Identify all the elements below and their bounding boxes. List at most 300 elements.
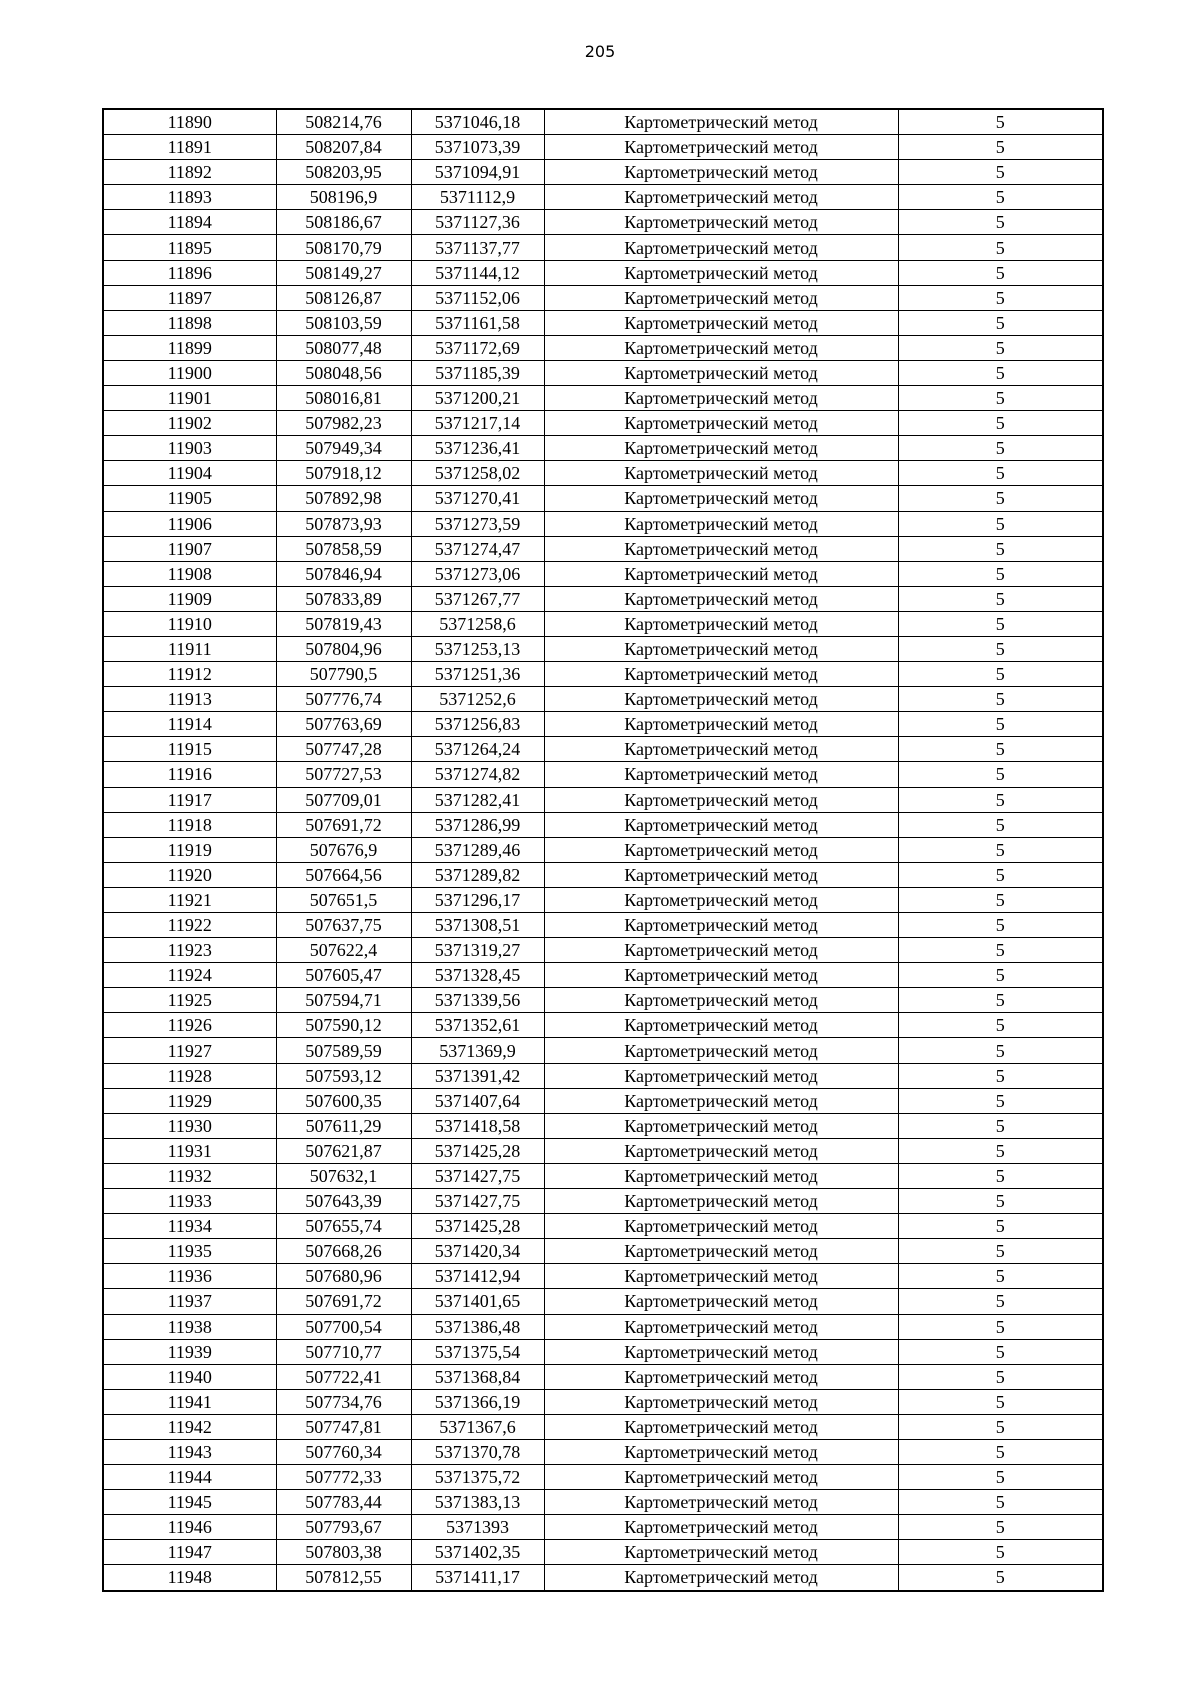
x-coordinate-cell: 507858,59 bbox=[276, 536, 411, 561]
y-coordinate-cell: 5371370,78 bbox=[411, 1439, 544, 1464]
x-coordinate-cell: 507593,12 bbox=[276, 1063, 411, 1088]
point-number-cell: 11908 bbox=[103, 561, 276, 586]
method-cell: Картометрический метод bbox=[544, 1214, 898, 1239]
accuracy-cell: 5 bbox=[898, 812, 1103, 837]
method-cell: Картометрический метод bbox=[544, 712, 898, 737]
table-row bbox=[103, 1314, 1103, 1339]
y-coordinate-cell: 5371328,45 bbox=[411, 963, 544, 988]
accuracy-cell: 5 bbox=[898, 1013, 1103, 1038]
y-coordinate-cell: 5371185,39 bbox=[411, 360, 544, 385]
table-row bbox=[103, 235, 1103, 260]
x-coordinate-cell: 507819,43 bbox=[276, 611, 411, 636]
y-coordinate-cell: 5371264,24 bbox=[411, 737, 544, 762]
y-coordinate-cell: 5371252,6 bbox=[411, 687, 544, 712]
y-coordinate-cell: 5371308,51 bbox=[411, 913, 544, 938]
table-row bbox=[103, 310, 1103, 335]
point-number-cell: 11922 bbox=[103, 913, 276, 938]
y-coordinate-cell: 5371368,84 bbox=[411, 1364, 544, 1389]
method-cell: Картометрический метод bbox=[544, 1339, 898, 1364]
accuracy-cell: 5 bbox=[898, 160, 1103, 185]
method-cell: Картометрический метод bbox=[544, 360, 898, 385]
point-number-cell: 11935 bbox=[103, 1239, 276, 1264]
table-row bbox=[103, 963, 1103, 988]
x-coordinate-cell: 507812,55 bbox=[276, 1565, 411, 1591]
accuracy-cell: 5 bbox=[898, 862, 1103, 887]
y-coordinate-cell: 5371094,91 bbox=[411, 160, 544, 185]
x-coordinate-cell: 508016,81 bbox=[276, 386, 411, 411]
table-row bbox=[103, 285, 1103, 310]
table-row bbox=[103, 1439, 1103, 1464]
y-coordinate-cell: 5371289,82 bbox=[411, 862, 544, 887]
table-row bbox=[103, 436, 1103, 461]
method-cell: Картометрический метод bbox=[544, 1490, 898, 1515]
y-coordinate-cell: 5371418,58 bbox=[411, 1113, 544, 1138]
table-row bbox=[103, 687, 1103, 712]
point-number-cell: 11895 bbox=[103, 235, 276, 260]
point-number-cell: 11909 bbox=[103, 586, 276, 611]
method-cell: Картометрический метод bbox=[544, 1088, 898, 1113]
x-coordinate-cell: 508186,67 bbox=[276, 210, 411, 235]
x-coordinate-cell: 507676,9 bbox=[276, 837, 411, 862]
point-number-cell: 11907 bbox=[103, 536, 276, 561]
accuracy-cell: 5 bbox=[898, 1063, 1103, 1088]
accuracy-cell: 5 bbox=[898, 1439, 1103, 1464]
method-cell: Картометрический метод bbox=[544, 486, 898, 511]
method-cell: Картометрический метод bbox=[544, 1063, 898, 1088]
x-coordinate-cell: 507833,89 bbox=[276, 586, 411, 611]
table-row bbox=[103, 1364, 1103, 1389]
method-cell: Картометрический метод bbox=[544, 235, 898, 260]
x-coordinate-cell: 507747,81 bbox=[276, 1414, 411, 1439]
method-cell: Картометрический метод bbox=[544, 1364, 898, 1389]
accuracy-cell: 5 bbox=[898, 687, 1103, 712]
x-coordinate-cell: 507691,72 bbox=[276, 1289, 411, 1314]
method-cell: Картометрический метод bbox=[544, 1264, 898, 1289]
point-number-cell: 11912 bbox=[103, 662, 276, 687]
method-cell: Картометрический метод bbox=[544, 1565, 898, 1591]
point-number-cell: 11902 bbox=[103, 411, 276, 436]
y-coordinate-cell: 5371286,99 bbox=[411, 812, 544, 837]
accuracy-cell: 5 bbox=[898, 988, 1103, 1013]
y-coordinate-cell: 5371282,41 bbox=[411, 787, 544, 812]
x-coordinate-cell: 508196,9 bbox=[276, 185, 411, 210]
point-number-cell: 11937 bbox=[103, 1289, 276, 1314]
method-cell: Картометрический метод bbox=[544, 662, 898, 687]
y-coordinate-cell: 5371412,94 bbox=[411, 1264, 544, 1289]
point-number-cell: 11936 bbox=[103, 1264, 276, 1289]
method-cell: Картометрический метод bbox=[544, 837, 898, 862]
x-coordinate-cell: 507710,77 bbox=[276, 1339, 411, 1364]
method-cell: Картометрический метод bbox=[544, 963, 898, 988]
point-number-cell: 11943 bbox=[103, 1439, 276, 1464]
accuracy-cell: 5 bbox=[898, 762, 1103, 787]
accuracy-cell: 5 bbox=[898, 1414, 1103, 1439]
accuracy-cell: 5 bbox=[898, 837, 1103, 862]
point-number-cell: 11941 bbox=[103, 1389, 276, 1414]
point-number-cell: 11946 bbox=[103, 1515, 276, 1540]
point-number-cell: 11938 bbox=[103, 1314, 276, 1339]
y-coordinate-cell: 5371319,27 bbox=[411, 938, 544, 963]
table-row bbox=[103, 1465, 1103, 1490]
table-row bbox=[103, 109, 1103, 135]
method-cell: Картометрический метод bbox=[544, 260, 898, 285]
method-cell: Картометрический метод bbox=[544, 1414, 898, 1439]
x-coordinate-cell: 507727,53 bbox=[276, 762, 411, 787]
y-coordinate-cell: 5371427,75 bbox=[411, 1163, 544, 1188]
table-row bbox=[103, 1264, 1103, 1289]
method-cell: Картометрический метод bbox=[544, 1515, 898, 1540]
method-cell: Картометрический метод bbox=[544, 887, 898, 912]
x-coordinate-cell: 507611,29 bbox=[276, 1113, 411, 1138]
accuracy-cell: 5 bbox=[898, 1540, 1103, 1565]
point-number-cell: 11910 bbox=[103, 611, 276, 636]
point-number-cell: 11923 bbox=[103, 938, 276, 963]
table-row bbox=[103, 812, 1103, 837]
method-cell: Картометрический метод bbox=[544, 1163, 898, 1188]
point-number-cell: 11929 bbox=[103, 1088, 276, 1113]
x-coordinate-cell: 507622,4 bbox=[276, 938, 411, 963]
table-row bbox=[103, 1013, 1103, 1038]
accuracy-cell: 5 bbox=[898, 235, 1103, 260]
point-number-cell: 11899 bbox=[103, 335, 276, 360]
method-cell: Картометрический метод bbox=[544, 285, 898, 310]
point-number-cell: 11920 bbox=[103, 862, 276, 887]
point-number-cell: 11931 bbox=[103, 1138, 276, 1163]
y-coordinate-cell: 5371258,6 bbox=[411, 611, 544, 636]
table-row bbox=[103, 662, 1103, 687]
point-number-cell: 11903 bbox=[103, 436, 276, 461]
point-number-cell: 11944 bbox=[103, 1465, 276, 1490]
accuracy-cell: 5 bbox=[898, 436, 1103, 461]
y-coordinate-cell: 5371339,56 bbox=[411, 988, 544, 1013]
table-row bbox=[103, 837, 1103, 862]
accuracy-cell: 5 bbox=[898, 561, 1103, 586]
point-number-cell: 11914 bbox=[103, 712, 276, 737]
accuracy-cell: 5 bbox=[898, 963, 1103, 988]
x-coordinate-cell: 507803,38 bbox=[276, 1540, 411, 1565]
method-cell: Картометрический метод bbox=[544, 1439, 898, 1464]
y-coordinate-cell: 5371253,13 bbox=[411, 636, 544, 661]
x-coordinate-cell: 508214,76 bbox=[276, 109, 411, 135]
y-coordinate-cell: 5371112,9 bbox=[411, 185, 544, 210]
accuracy-cell: 5 bbox=[898, 1490, 1103, 1515]
table-row bbox=[103, 335, 1103, 360]
accuracy-cell: 5 bbox=[898, 586, 1103, 611]
y-coordinate-cell: 5371274,47 bbox=[411, 536, 544, 561]
y-coordinate-cell: 5371407,64 bbox=[411, 1088, 544, 1113]
point-number-cell: 11892 bbox=[103, 160, 276, 185]
x-coordinate-cell: 507790,5 bbox=[276, 662, 411, 687]
point-number-cell: 11918 bbox=[103, 812, 276, 837]
x-coordinate-cell: 507783,44 bbox=[276, 1490, 411, 1515]
table-row bbox=[103, 1389, 1103, 1414]
accuracy-cell: 5 bbox=[898, 109, 1103, 135]
table-row bbox=[103, 1214, 1103, 1239]
x-coordinate-cell: 507892,98 bbox=[276, 486, 411, 511]
point-number-cell: 11948 bbox=[103, 1565, 276, 1591]
y-coordinate-cell: 5371393 bbox=[411, 1515, 544, 1540]
accuracy-cell: 5 bbox=[898, 737, 1103, 762]
method-cell: Картометрический метод bbox=[544, 1013, 898, 1038]
x-coordinate-cell: 507700,54 bbox=[276, 1314, 411, 1339]
point-number-cell: 11890 bbox=[103, 109, 276, 135]
method-cell: Картометрический метод bbox=[544, 436, 898, 461]
x-coordinate-cell: 507709,01 bbox=[276, 787, 411, 812]
coordinates-table-body bbox=[103, 109, 1103, 1591]
table-row bbox=[103, 360, 1103, 385]
y-coordinate-cell: 5371375,54 bbox=[411, 1339, 544, 1364]
point-number-cell: 11932 bbox=[103, 1163, 276, 1188]
method-cell: Картометрический метод bbox=[544, 812, 898, 837]
method-cell: Картометрический метод bbox=[544, 636, 898, 661]
method-cell: Картометрический метод bbox=[544, 561, 898, 586]
y-coordinate-cell: 5371383,13 bbox=[411, 1490, 544, 1515]
method-cell: Картометрический метод bbox=[544, 611, 898, 636]
point-number-cell: 11939 bbox=[103, 1339, 276, 1364]
y-coordinate-cell: 5371251,36 bbox=[411, 662, 544, 687]
table-row bbox=[103, 762, 1103, 787]
x-coordinate-cell: 508207,84 bbox=[276, 135, 411, 160]
point-number-cell: 11926 bbox=[103, 1013, 276, 1038]
point-number-cell: 11901 bbox=[103, 386, 276, 411]
x-coordinate-cell: 507668,26 bbox=[276, 1239, 411, 1264]
method-cell: Картометрический метод bbox=[544, 1289, 898, 1314]
table-row bbox=[103, 1565, 1103, 1591]
y-coordinate-cell: 5371137,77 bbox=[411, 235, 544, 260]
point-number-cell: 11896 bbox=[103, 260, 276, 285]
point-number-cell: 11915 bbox=[103, 737, 276, 762]
accuracy-cell: 5 bbox=[898, 1465, 1103, 1490]
table-row bbox=[103, 712, 1103, 737]
accuracy-cell: 5 bbox=[898, 335, 1103, 360]
table-row bbox=[103, 160, 1103, 185]
point-number-cell: 11900 bbox=[103, 360, 276, 385]
y-coordinate-cell: 5371296,17 bbox=[411, 887, 544, 912]
point-number-cell: 11921 bbox=[103, 887, 276, 912]
x-coordinate-cell: 507804,96 bbox=[276, 636, 411, 661]
y-coordinate-cell: 5371270,41 bbox=[411, 486, 544, 511]
accuracy-cell: 5 bbox=[898, 1515, 1103, 1540]
accuracy-cell: 5 bbox=[898, 1189, 1103, 1214]
point-number-cell: 11894 bbox=[103, 210, 276, 235]
x-coordinate-cell: 507680,96 bbox=[276, 1264, 411, 1289]
x-coordinate-cell: 507793,67 bbox=[276, 1515, 411, 1540]
method-cell: Картометрический метод bbox=[544, 160, 898, 185]
accuracy-cell: 5 bbox=[898, 913, 1103, 938]
accuracy-cell: 5 bbox=[898, 511, 1103, 536]
point-number-cell: 11891 bbox=[103, 135, 276, 160]
method-cell: Картометрический метод bbox=[544, 737, 898, 762]
y-coordinate-cell: 5371425,28 bbox=[411, 1214, 544, 1239]
table-row bbox=[103, 185, 1103, 210]
accuracy-cell: 5 bbox=[898, 1214, 1103, 1239]
table-row bbox=[103, 536, 1103, 561]
y-coordinate-cell: 5371289,46 bbox=[411, 837, 544, 862]
table-row bbox=[103, 1088, 1103, 1113]
y-coordinate-cell: 5371258,02 bbox=[411, 461, 544, 486]
y-coordinate-cell: 5371274,82 bbox=[411, 762, 544, 787]
accuracy-cell: 5 bbox=[898, 1314, 1103, 1339]
table-row bbox=[103, 787, 1103, 812]
method-cell: Картометрический метод bbox=[544, 386, 898, 411]
page-number: 205 bbox=[584, 42, 616, 61]
method-cell: Картометрический метод bbox=[544, 586, 898, 611]
point-number-cell: 11947 bbox=[103, 1540, 276, 1565]
x-coordinate-cell: 507846,94 bbox=[276, 561, 411, 586]
method-cell: Картометрический метод bbox=[544, 687, 898, 712]
method-cell: Картометрический метод bbox=[544, 210, 898, 235]
x-coordinate-cell: 507632,1 bbox=[276, 1163, 411, 1188]
y-coordinate-cell: 5371375,72 bbox=[411, 1465, 544, 1490]
point-number-cell: 11906 bbox=[103, 511, 276, 536]
table-row bbox=[103, 511, 1103, 536]
y-coordinate-cell: 5371236,41 bbox=[411, 436, 544, 461]
table-row bbox=[103, 1414, 1103, 1439]
y-coordinate-cell: 5371217,14 bbox=[411, 411, 544, 436]
method-cell: Картометрический метод bbox=[544, 335, 898, 360]
table-row bbox=[103, 1113, 1103, 1138]
y-coordinate-cell: 5371367,6 bbox=[411, 1414, 544, 1439]
accuracy-cell: 5 bbox=[898, 486, 1103, 511]
accuracy-cell: 5 bbox=[898, 712, 1103, 737]
accuracy-cell: 5 bbox=[898, 1038, 1103, 1063]
y-coordinate-cell: 5371366,19 bbox=[411, 1389, 544, 1414]
accuracy-cell: 5 bbox=[898, 260, 1103, 285]
x-coordinate-cell: 507651,5 bbox=[276, 887, 411, 912]
method-cell: Картометрический метод bbox=[544, 762, 898, 787]
method-cell: Картометрический метод bbox=[544, 461, 898, 486]
y-coordinate-cell: 5371273,06 bbox=[411, 561, 544, 586]
y-coordinate-cell: 5371144,12 bbox=[411, 260, 544, 285]
y-coordinate-cell: 5371127,36 bbox=[411, 210, 544, 235]
accuracy-cell: 5 bbox=[898, 611, 1103, 636]
accuracy-cell: 5 bbox=[898, 310, 1103, 335]
method-cell: Картометрический метод bbox=[544, 1038, 898, 1063]
point-number-cell: 11940 bbox=[103, 1364, 276, 1389]
table-row bbox=[103, 913, 1103, 938]
table-row bbox=[103, 1515, 1103, 1540]
table-row bbox=[103, 1038, 1103, 1063]
x-coordinate-cell: 508149,27 bbox=[276, 260, 411, 285]
table-row bbox=[103, 1490, 1103, 1515]
method-cell: Картометрический метод bbox=[544, 1465, 898, 1490]
accuracy-cell: 5 bbox=[898, 1339, 1103, 1364]
point-number-cell: 11905 bbox=[103, 486, 276, 511]
x-coordinate-cell: 507982,23 bbox=[276, 411, 411, 436]
accuracy-cell: 5 bbox=[898, 1364, 1103, 1389]
x-coordinate-cell: 508170,79 bbox=[276, 235, 411, 260]
table-row bbox=[103, 561, 1103, 586]
method-cell: Картометрический метод bbox=[544, 109, 898, 135]
point-number-cell: 11930 bbox=[103, 1113, 276, 1138]
coordinates-table bbox=[102, 108, 1104, 1592]
x-coordinate-cell: 507655,74 bbox=[276, 1214, 411, 1239]
accuracy-cell: 5 bbox=[898, 1289, 1103, 1314]
point-number-cell: 11897 bbox=[103, 285, 276, 310]
point-number-cell: 11925 bbox=[103, 988, 276, 1013]
accuracy-cell: 5 bbox=[898, 360, 1103, 385]
x-coordinate-cell: 507664,56 bbox=[276, 862, 411, 887]
point-number-cell: 11893 bbox=[103, 185, 276, 210]
point-number-cell: 11917 bbox=[103, 787, 276, 812]
table-row bbox=[103, 411, 1103, 436]
point-number-cell: 11928 bbox=[103, 1063, 276, 1088]
table-row bbox=[103, 611, 1103, 636]
accuracy-cell: 5 bbox=[898, 285, 1103, 310]
y-coordinate-cell: 5371391,42 bbox=[411, 1063, 544, 1088]
accuracy-cell: 5 bbox=[898, 636, 1103, 661]
table-row bbox=[103, 1189, 1103, 1214]
x-coordinate-cell: 508103,59 bbox=[276, 310, 411, 335]
table-row bbox=[103, 862, 1103, 887]
y-coordinate-cell: 5371073,39 bbox=[411, 135, 544, 160]
point-number-cell: 11898 bbox=[103, 310, 276, 335]
y-coordinate-cell: 5371369,9 bbox=[411, 1038, 544, 1063]
y-coordinate-cell: 5371152,06 bbox=[411, 285, 544, 310]
table-row bbox=[103, 260, 1103, 285]
accuracy-cell: 5 bbox=[898, 461, 1103, 486]
point-number-cell: 11919 bbox=[103, 837, 276, 862]
x-coordinate-cell: 507734,76 bbox=[276, 1389, 411, 1414]
x-coordinate-cell: 507949,34 bbox=[276, 436, 411, 461]
table-row bbox=[103, 1138, 1103, 1163]
x-coordinate-cell: 507873,93 bbox=[276, 511, 411, 536]
x-coordinate-cell: 507605,47 bbox=[276, 963, 411, 988]
table-row bbox=[103, 737, 1103, 762]
accuracy-cell: 5 bbox=[898, 411, 1103, 436]
x-coordinate-cell: 507600,35 bbox=[276, 1088, 411, 1113]
point-number-cell: 11913 bbox=[103, 687, 276, 712]
accuracy-cell: 5 bbox=[898, 1565, 1103, 1591]
y-coordinate-cell: 5371420,34 bbox=[411, 1239, 544, 1264]
accuracy-cell: 5 bbox=[898, 210, 1103, 235]
y-coordinate-cell: 5371402,35 bbox=[411, 1540, 544, 1565]
method-cell: Картометрический метод bbox=[544, 1389, 898, 1414]
y-coordinate-cell: 5371046,18 bbox=[411, 109, 544, 135]
point-number-cell: 11904 bbox=[103, 461, 276, 486]
method-cell: Картометрический метод bbox=[544, 1540, 898, 1565]
method-cell: Картометрический метод bbox=[544, 862, 898, 887]
table-row bbox=[103, 1540, 1103, 1565]
y-coordinate-cell: 5371267,77 bbox=[411, 586, 544, 611]
accuracy-cell: 5 bbox=[898, 1264, 1103, 1289]
method-cell: Картометрический метод bbox=[544, 1239, 898, 1264]
x-coordinate-cell: 507594,71 bbox=[276, 988, 411, 1013]
accuracy-cell: 5 bbox=[898, 1389, 1103, 1414]
accuracy-cell: 5 bbox=[898, 887, 1103, 912]
accuracy-cell: 5 bbox=[898, 185, 1103, 210]
method-cell: Картометрический метод bbox=[544, 310, 898, 335]
method-cell: Картометрический метод bbox=[544, 1189, 898, 1214]
point-number-cell: 11916 bbox=[103, 762, 276, 787]
x-coordinate-cell: 507747,28 bbox=[276, 737, 411, 762]
accuracy-cell: 5 bbox=[898, 1113, 1103, 1138]
method-cell: Картометрический метод bbox=[544, 1314, 898, 1339]
table-row bbox=[103, 386, 1103, 411]
y-coordinate-cell: 5371200,21 bbox=[411, 386, 544, 411]
y-coordinate-cell: 5371256,83 bbox=[411, 712, 544, 737]
x-coordinate-cell: 508048,56 bbox=[276, 360, 411, 385]
x-coordinate-cell: 507590,12 bbox=[276, 1013, 411, 1038]
y-coordinate-cell: 5371172,69 bbox=[411, 335, 544, 360]
method-cell: Картометрический метод bbox=[544, 185, 898, 210]
y-coordinate-cell: 5371401,65 bbox=[411, 1289, 544, 1314]
y-coordinate-cell: 5371386,48 bbox=[411, 1314, 544, 1339]
accuracy-cell: 5 bbox=[898, 1163, 1103, 1188]
table-row bbox=[103, 486, 1103, 511]
table-row bbox=[103, 210, 1103, 235]
y-coordinate-cell: 5371352,61 bbox=[411, 1013, 544, 1038]
